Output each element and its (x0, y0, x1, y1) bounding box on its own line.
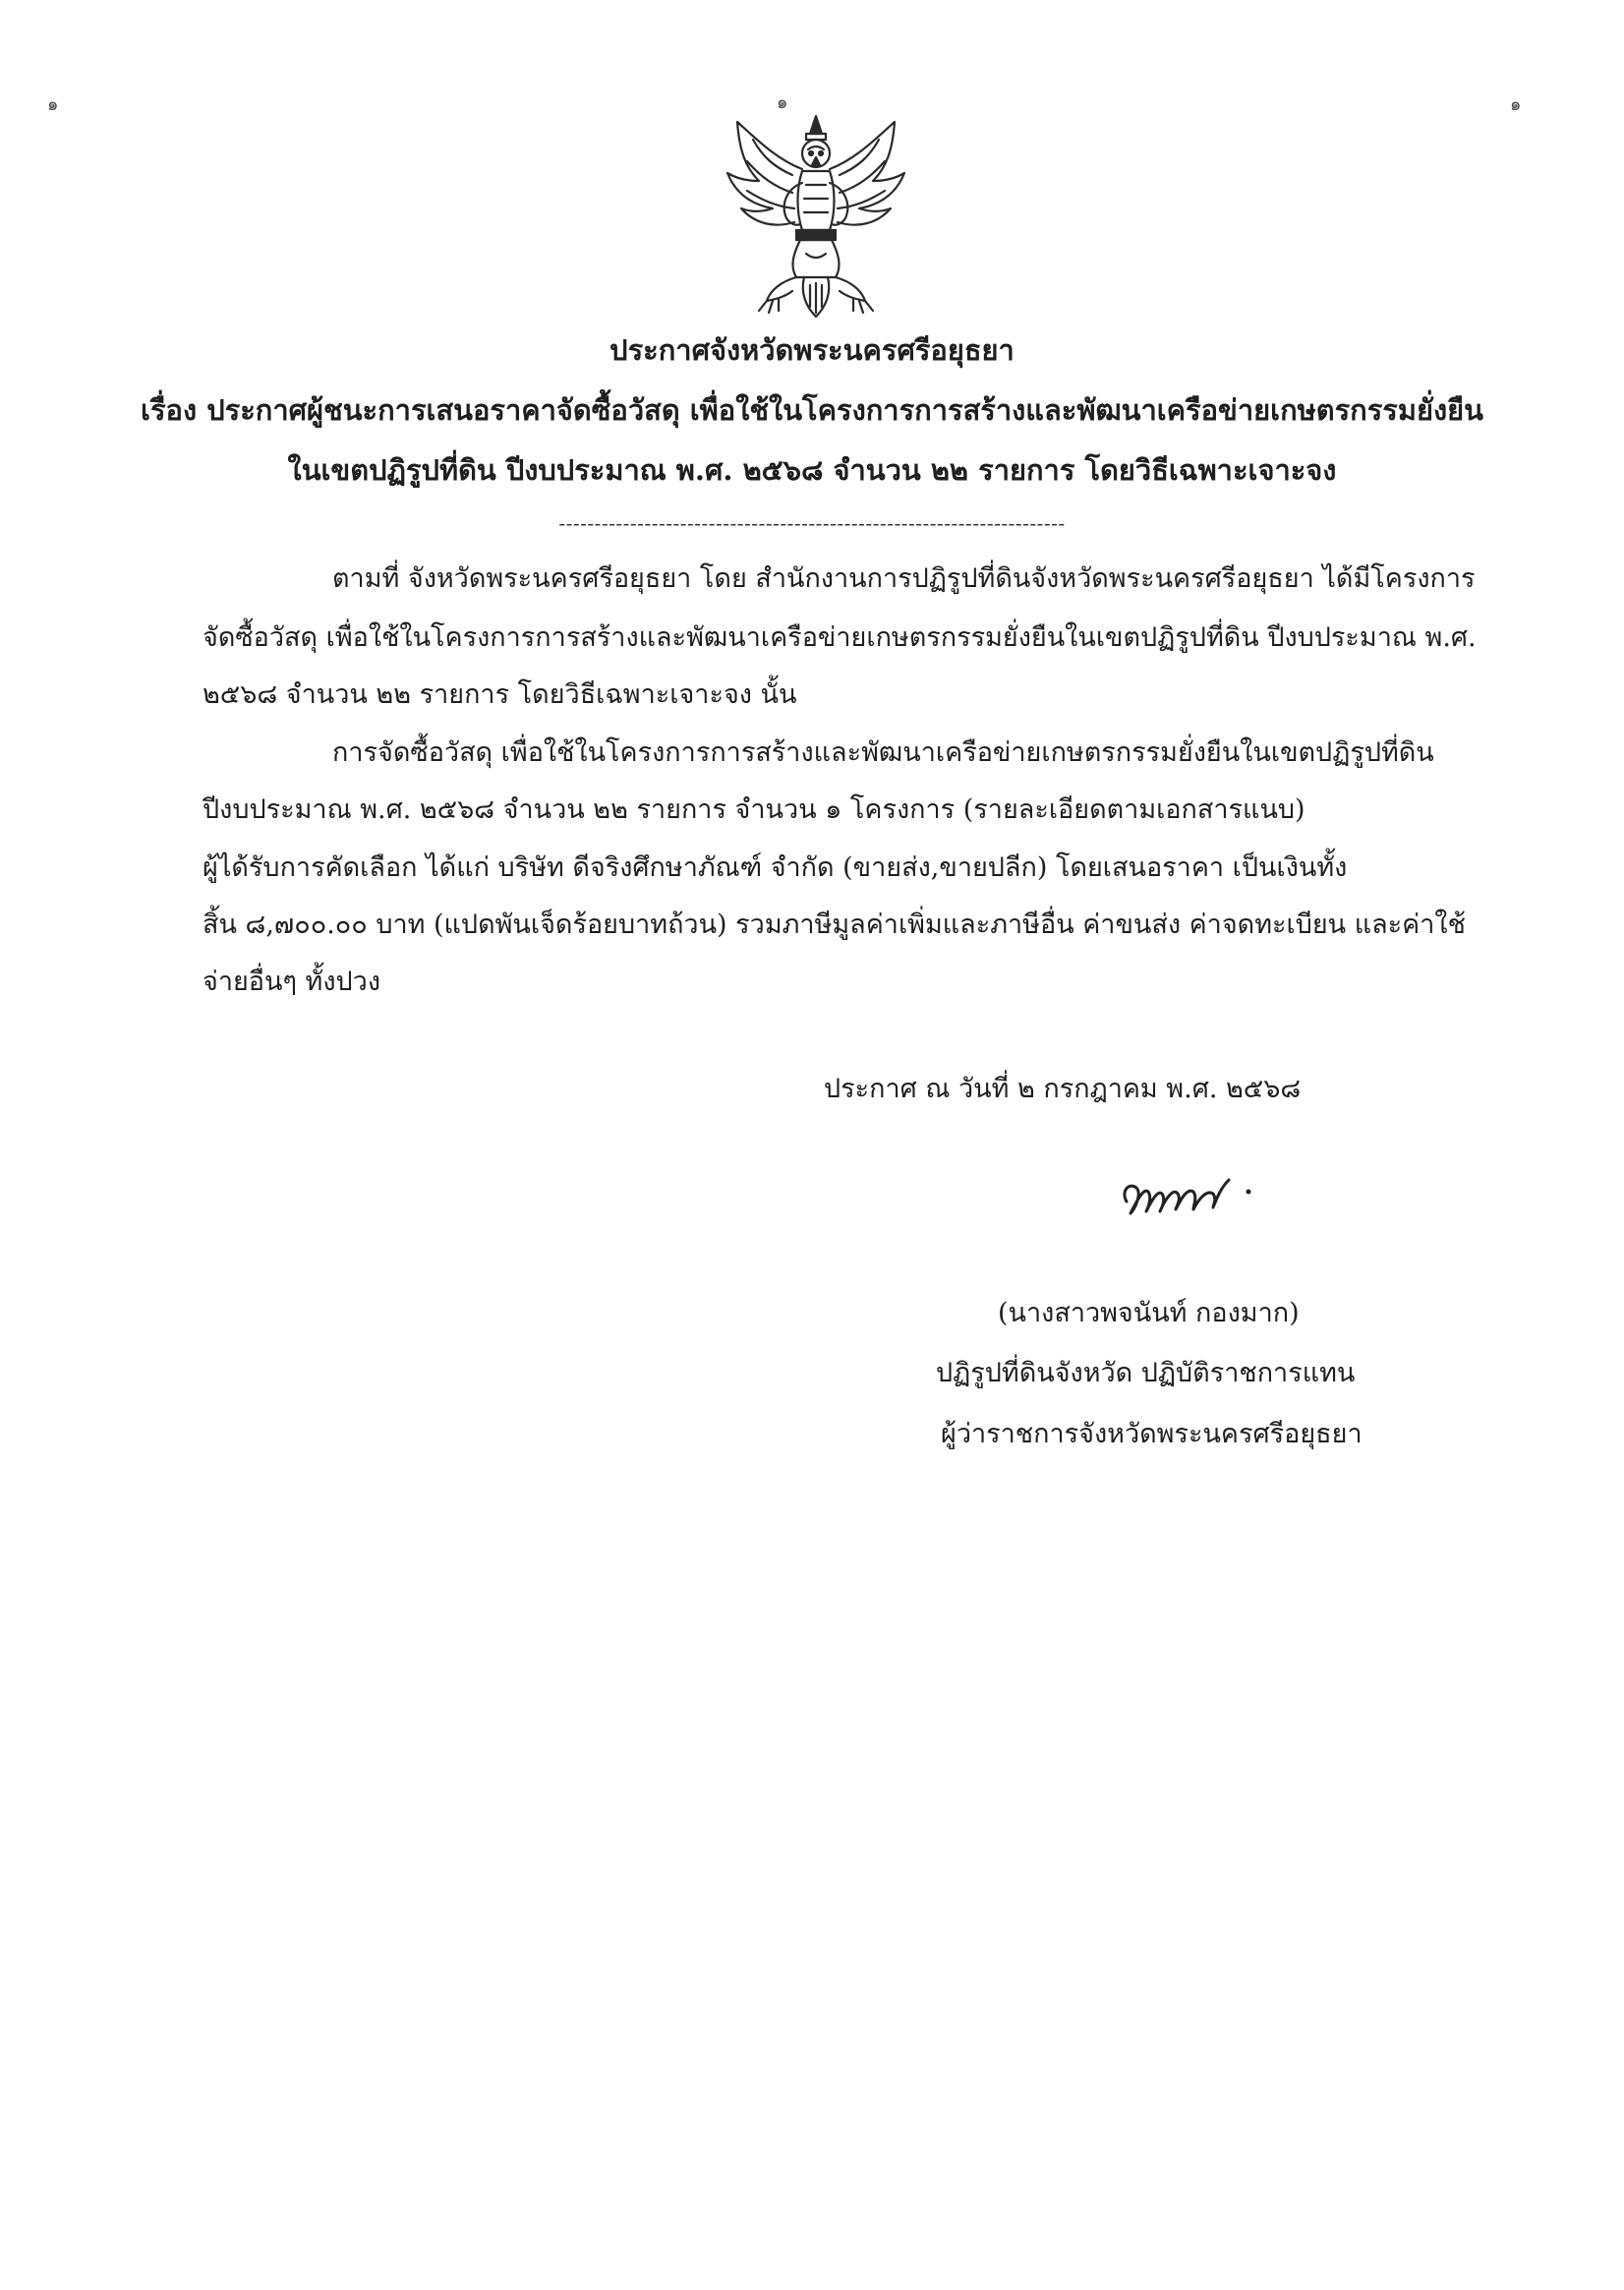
title-divider: ----------------------------------------------------------------------- (558, 511, 1066, 535)
page-mark-center: ๑ (777, 92, 788, 113)
paragraph-1-line-1: ตามที่ จังหวัดพระนครศรีอยุธยา โดย สำนักงานการปฏิรูปที่ดินจังหวัดพระนครศรีอยุธยา ได้มีโครงการ (332, 563, 1476, 594)
subject-line-2: ในเขตปฏิรูปที่ดิน ปีงบประมาณ พ.ศ. ๒๕๖๘ จำนวน ๒๒ รายการ โดยวิธีเฉพาะเจาะจง (287, 453, 1337, 487)
paragraph-2-line-2: ปีงบประมาณ พ.ศ. ๒๕๖๘ จำนวน ๒๒ รายการ จำนวน ๑ โครงการ (รายละเอียดตามเอกสารแนบ) (203, 794, 1305, 825)
signatory-position-line-1: ปฏิรูปที่ดินจังหวัด ปฏิบัติราชการแทน (936, 1358, 1356, 1388)
paragraph-2-line-1: การจัดซื้อวัสดุ เพื่อใช้ในโครงการการสร้างและพัฒนาเครือข่ายเกษตรกรรมยั่งยืนในเขตปฏิรูปที่ดิน (332, 737, 1434, 768)
paragraph-2-line-3: ผู้ได้รับการคัดเลือก ได้แก่ บริษัท ดีจริงศึกษาภัณฑ์ จำกัด (ขายส่ง,ขายปลีก) โดยเสนอราคา เป็นเงินทั้ง (203, 852, 1348, 883)
subject-line-1: เรื่อง ประกาศผู้ชนะการเสนอราคาจัดซื้อวัสดุ เพื่อใช้ในโครงการการสร้างและพัฒนาเครือข่ายเกษตรกรรมยั่งยืน (141, 393, 1483, 427)
page-mark-right: ๑ (1510, 94, 1522, 115)
signatory-name: (นางสาวพจนันท์ กองมาก) (998, 1298, 1300, 1328)
page-mark-left: ๑ (47, 94, 59, 115)
signatory-position-line-2: ผู้ว่าราชการจังหวัดพระนครศรีอยุธยา (941, 1419, 1363, 1449)
announcement-date: ประกาศ ณ วันที่ ๒ กรกฎาคม พ.ศ. ๒๕๖๘ (824, 1074, 1302, 1104)
handwritten-signature (1119, 1158, 1266, 1227)
paragraph-2-line-4: สิ้น ๘,๗๐๐.๐๐ บาท (แปดพันเจ็ดร้อยบาทถ้วน) รวมภาษีมูลค่าเพิ่มและภาษีอื่น ค่าขนส่ง ค่าจดทะเบียน และค่าใช้ (203, 910, 1466, 940)
paragraph-2-line-5: จ่ายอื่นๆ ทั้งปวง (203, 967, 381, 997)
document-title: ประกาศจังหวัดพระนครศรีอยุธยา (609, 333, 1015, 367)
paragraph-1-line-2: จัดซื้อวัสดุ เพื่อใช้ในโครงการการสร้างและพัฒนาเครือข่ายเกษตรกรรมยั่งยืนในเขตปฏิรูปที่ดิน ปีงบประมาณ พ.ศ. (203, 622, 1477, 653)
garuda-emblem-icon (718, 110, 914, 322)
paragraph-1-line-3: ๒๕๖๘ จำนวน ๒๒ รายการ โดยวิธีเฉพาะเจาะจง นั้น (203, 679, 797, 710)
